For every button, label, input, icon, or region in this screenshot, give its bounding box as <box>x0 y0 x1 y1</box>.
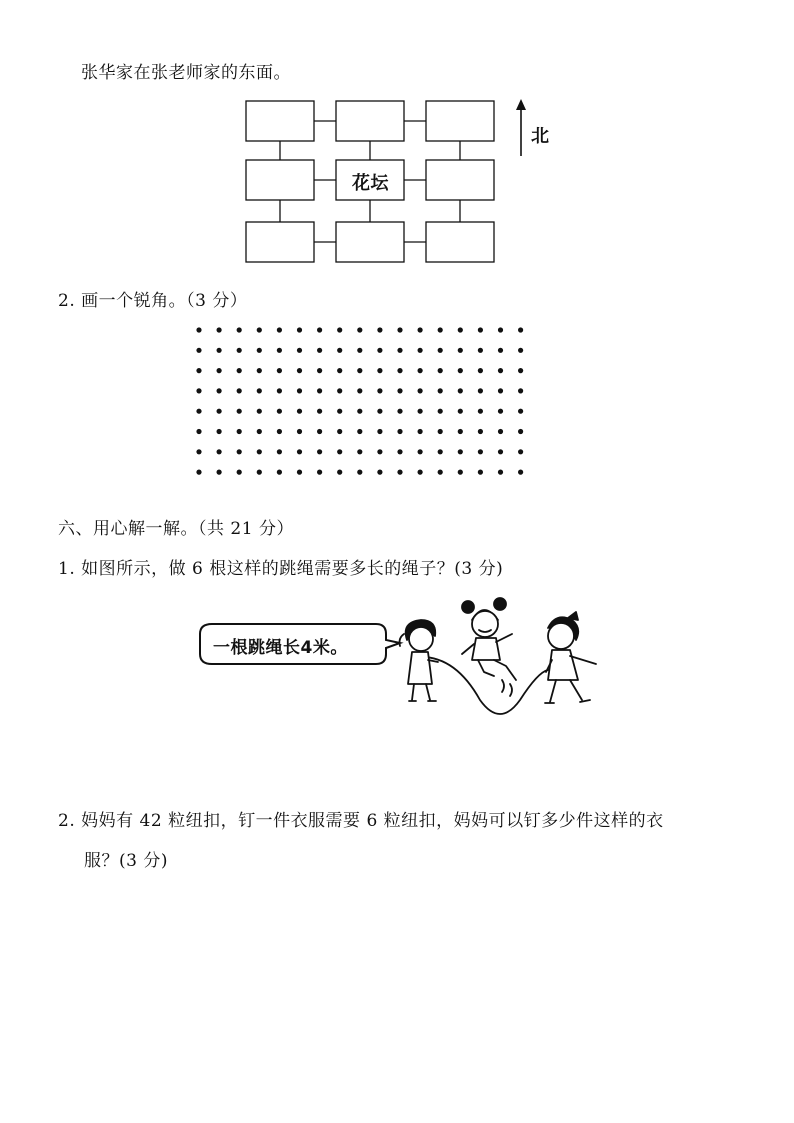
section6-q2-line1: 2. 妈妈有 42 粒纽扣，钉一件衣服需要 6 粒纽扣，妈妈可以钉多少件这样的衣 <box>58 811 664 831</box>
section6-q2-line2: 服？(3 分) <box>84 851 168 871</box>
section6-q1-text: 1. 如图所示，做 6 根这样的跳绳需要多长的绳子？(3 分) <box>58 559 504 579</box>
middle-girl-figure <box>462 598 516 696</box>
intro-text: 张华家在张老师家的东面。 <box>81 63 291 83</box>
section6-heading: 六、用心解一解。（共 21 分） <box>58 519 294 539</box>
q2-text: 2. 画一个锐角。（3 分） <box>58 291 248 311</box>
rope <box>418 657 548 714</box>
speech-bubble-text: 一根跳绳长4米。 <box>213 638 348 658</box>
left-girl-figure <box>400 620 439 701</box>
map-flowerbed-label: 花坛 <box>352 173 389 194</box>
north-label: 北 <box>531 126 550 147</box>
right-girl-figure <box>545 612 596 703</box>
